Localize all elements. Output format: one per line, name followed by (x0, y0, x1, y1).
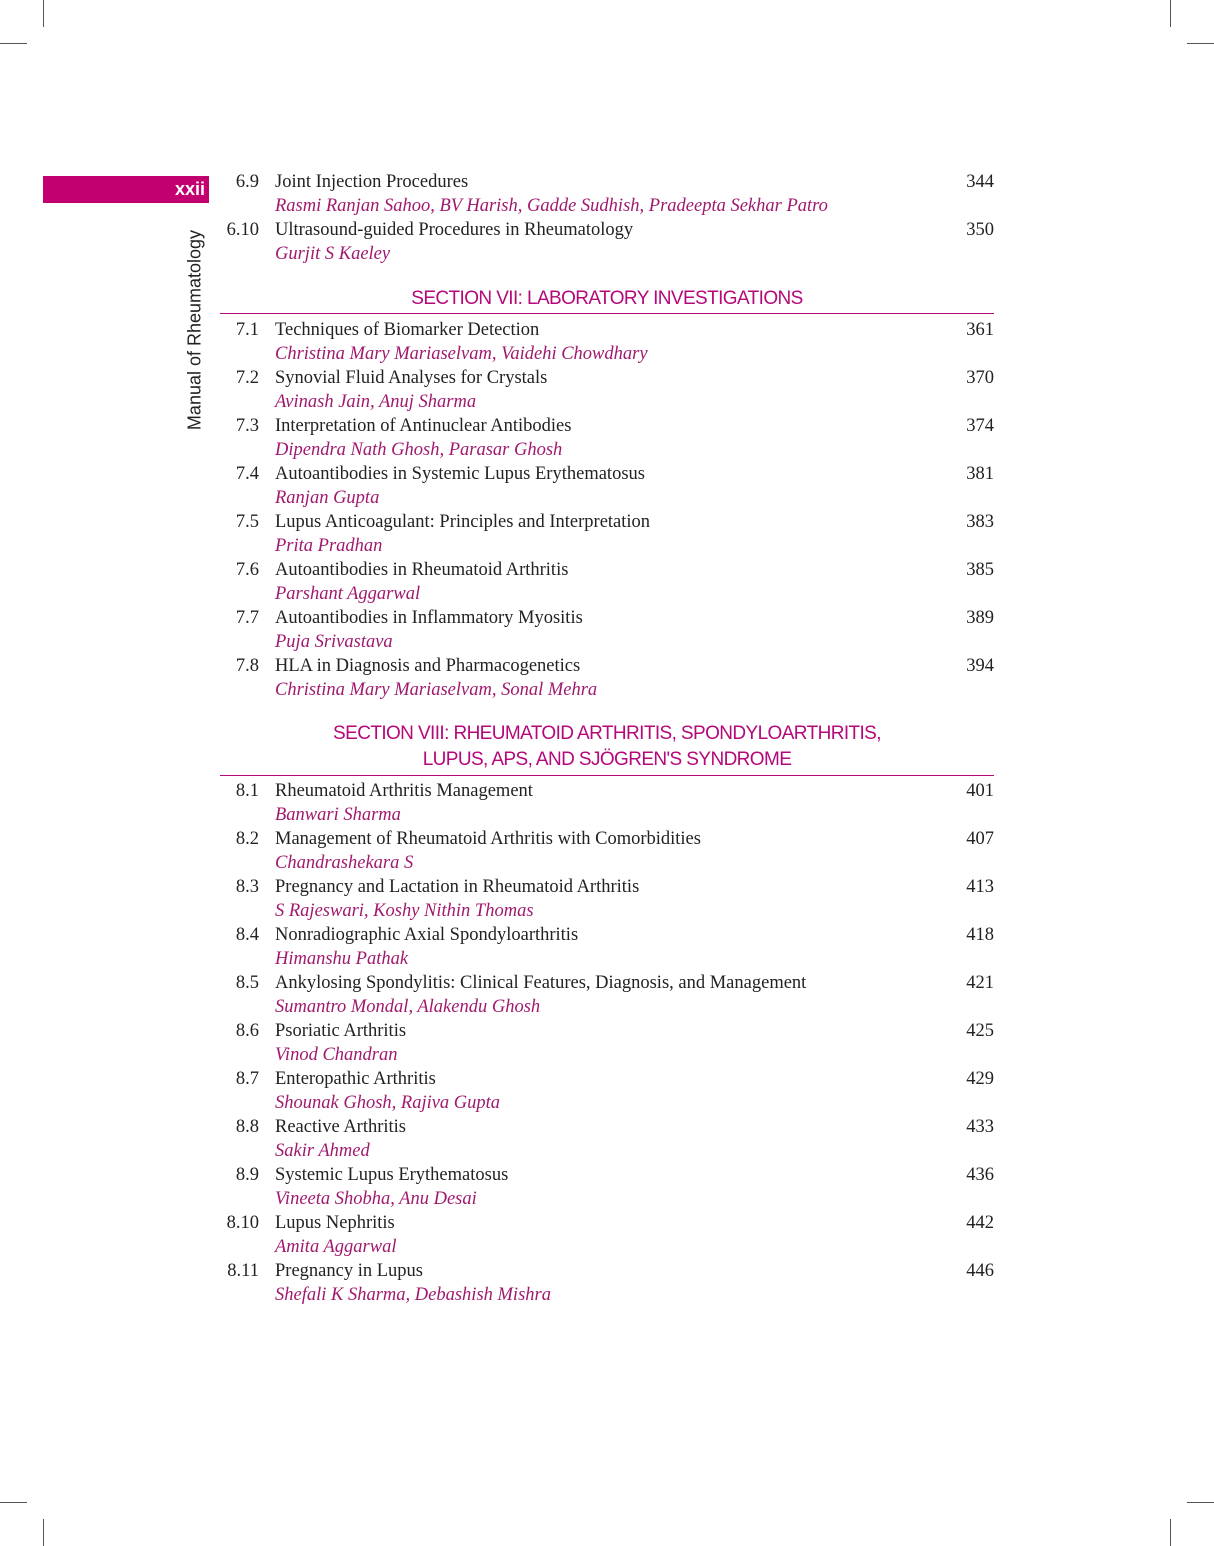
chapter-title: Synovial Fluid Analyses for Crystals (275, 368, 548, 388)
chapter-number: 7.4 (235, 464, 259, 484)
page-ref: 401 (966, 781, 994, 801)
page-ref: 383 (966, 512, 994, 532)
page-ref: 413 (966, 877, 994, 897)
page-ref: 350 (966, 220, 994, 240)
chapter-title: Lupus Nephritis (275, 1213, 395, 1233)
page-ref: 429 (966, 1069, 994, 1089)
chapter-authors: Sakir Ahmed (275, 1141, 370, 1161)
chapter-title: Interpretation of Antinuclear Antibodies (275, 416, 572, 436)
chapter-number: 8.4 (235, 925, 259, 945)
chapter-authors: Rasmi Ranjan Sahoo, BV Harish, Gadde Sudhish, Pradeepta Sekhar Patro (275, 196, 828, 216)
crop-mark (43, 0, 44, 27)
toc-entry (220, 779, 994, 827)
page-ref: 407 (966, 829, 994, 849)
toc-entry (220, 366, 994, 414)
chapter-authors: Parshant Aggarwal (275, 584, 421, 604)
chapter-authors: Ranjan Gupta (275, 488, 380, 508)
chapter-number: 7.5 (235, 512, 259, 532)
chapter-authors: Shounak Ghosh, Rajiva Gupta (275, 1093, 501, 1113)
toc-entry (220, 510, 994, 558)
chapter-number: 8.2 (235, 829, 259, 849)
toc-list (220, 779, 994, 1307)
crop-mark (43, 1519, 44, 1546)
crop-mark (1170, 1519, 1171, 1546)
chapter-authors: S Rajeswari, Koshy Nithin Thomas (275, 901, 534, 921)
chapter-authors: Gurjit S Kaeley (275, 244, 391, 264)
chapter-number: 7.3 (235, 416, 259, 436)
chapter-title: Rheumatoid Arthritis Management (275, 781, 533, 801)
chapter-authors: Shefali K Sharma, Debashish Mishra (275, 1285, 551, 1305)
toc-entry (220, 1211, 994, 1259)
chapter-title: Techniques of Biomarker Detection (275, 320, 540, 340)
toc-entry (220, 558, 994, 606)
chapter-title: Autoantibodies in Inflammatory Myositis (275, 608, 583, 628)
page-ref: 446 (966, 1261, 994, 1281)
toc-entry (220, 1019, 994, 1067)
chapter-number: 6.10 (226, 220, 259, 240)
chapter-authors: Sumantro Mondal, Alakendu Ghosh (275, 997, 541, 1017)
page-ref: 385 (966, 560, 994, 580)
chapter-title: Enteropathic Arthritis (275, 1069, 436, 1089)
page-ref: 442 (966, 1213, 994, 1233)
chapter-number: 8.3 (235, 877, 259, 897)
chapter-number: 8.5 (235, 973, 259, 993)
page-ref: 421 (966, 973, 994, 993)
page-number-tab (43, 176, 209, 203)
chapter-authors: Avinash Jain, Anuj Sharma (275, 392, 477, 412)
chapter-number: 8.6 (235, 1021, 259, 1041)
toc-entry (220, 462, 994, 510)
toc-entry (220, 1115, 994, 1163)
chapter-number: 8.10 (226, 1213, 259, 1233)
chapter-authors: Dipendra Nath Ghosh, Parasar Ghosh (275, 440, 563, 460)
chapter-title: Management of Rheumatoid Arthritis with Comorbidities (275, 829, 701, 849)
crop-mark (1187, 43, 1214, 44)
toc-entry (220, 875, 994, 923)
chapter-number: 7.6 (235, 560, 259, 580)
chapter-number: 8.7 (235, 1069, 259, 1089)
chapter-authors: Vineeta Shobha, Anu Desai (275, 1189, 477, 1209)
section-heading: SECTION VII: LABORATORY INVESTIGATIONS (411, 288, 803, 309)
chapter-title: Autoantibodies in Rheumatoid Arthritis (275, 560, 569, 580)
chapter-title: Ultrasound-guided Procedures in Rheumatology (275, 220, 634, 240)
chapter-authors: Prita Pradhan (275, 536, 383, 556)
chapter-title: Pregnancy and Lactation in Rheumatoid Arthritis (275, 877, 640, 897)
chapter-title: Lupus Anticoagulant: Principles and Interpretation (275, 512, 651, 532)
toc-entry (220, 971, 994, 1019)
chapter-number: 7.2 (235, 368, 259, 388)
page-ref: 370 (966, 368, 994, 388)
crop-mark (1187, 1502, 1214, 1503)
chapter-number: 7.7 (235, 608, 259, 628)
chapter-number: 7.1 (235, 320, 259, 340)
chapter-title: Ankylosing Spondylitis: Clinical Features, Diagnosis, and Management (275, 973, 807, 993)
chapter-authors: Christina Mary Mariaselvam, Sonal Mehra (275, 680, 598, 700)
toc-list (220, 318, 994, 702)
running-head: Manual of Rheumatology (184, 229, 205, 431)
section-heading (220, 721, 994, 773)
chapter-authors: Chandrashekara S (275, 853, 414, 873)
toc-list (220, 170, 994, 266)
crop-mark (0, 43, 27, 44)
page-ref: 361 (966, 320, 994, 340)
chapter-title: HLA in Diagnosis and Pharmacogenetics (275, 656, 581, 676)
page-ref: 381 (966, 464, 994, 484)
chapter-authors: Banwari Sharma (275, 805, 401, 825)
chapter-number: 8.1 (235, 781, 259, 801)
chapter-number: 7.8 (235, 656, 259, 676)
toc-entry (220, 170, 994, 218)
toc-entry (220, 414, 994, 462)
chapter-authors: Vinod Chandran (275, 1045, 398, 1065)
page-ref: 418 (966, 925, 994, 945)
chapter-title: Pregnancy in Lupus (275, 1261, 423, 1281)
toc-entry (220, 827, 994, 875)
crop-mark (0, 1502, 27, 1503)
page-ref: 436 (966, 1165, 994, 1185)
chapter-number: 6.9 (235, 172, 259, 192)
chapter-title: Autoantibodies in Systemic Lupus Erythematosus (275, 464, 645, 484)
toc-entry (220, 1067, 994, 1115)
chapter-number: 8.9 (235, 1165, 259, 1185)
section-heading-line: SECTION VIII: RHEUMATOID ARTHRITIS, SPONDYLOARTHRITIS, (333, 723, 881, 744)
page-number: xxii (174, 179, 205, 199)
chapter-authors: Himanshu Pathak (275, 949, 409, 969)
crop-mark (1170, 0, 1171, 27)
chapter-title: Reactive Arthritis (275, 1117, 407, 1137)
chapter-number: 8.8 (235, 1117, 259, 1137)
toc-entry (220, 218, 994, 266)
chapter-authors: Amita Aggarwal (275, 1237, 397, 1257)
page-ref: 433 (966, 1117, 994, 1137)
toc-entry (220, 1259, 994, 1307)
page-ref: 425 (966, 1021, 994, 1041)
chapter-number: 8.11 (227, 1261, 259, 1281)
toc-entry (220, 654, 994, 702)
chapter-title: Systemic Lupus Erythematosus (275, 1165, 509, 1185)
divider (220, 313, 994, 314)
chapter-title: Nonradiographic Axial Spondyloarthritis (275, 925, 579, 945)
divider (220, 775, 994, 776)
page-ref: 374 (966, 416, 994, 436)
chapter-title: Joint Injection Procedures (275, 172, 469, 192)
toc-entry (220, 606, 994, 654)
page-ref: 394 (966, 656, 994, 676)
chapter-authors: Puja Srivastava (275, 632, 393, 652)
chapter-authors: Christina Mary Mariaselvam, Vaidehi Chowdhary (275, 344, 648, 364)
toc-entry (220, 1163, 994, 1211)
toc-entry (220, 318, 994, 366)
toc-entry (220, 923, 994, 971)
page-ref: 344 (966, 172, 994, 192)
section-heading-line: LUPUS, APS, AND SJÖGREN'S SYNDROME (422, 749, 792, 770)
page-ref: 389 (966, 608, 994, 628)
chapter-title: Psoriatic Arthritis (275, 1021, 407, 1041)
